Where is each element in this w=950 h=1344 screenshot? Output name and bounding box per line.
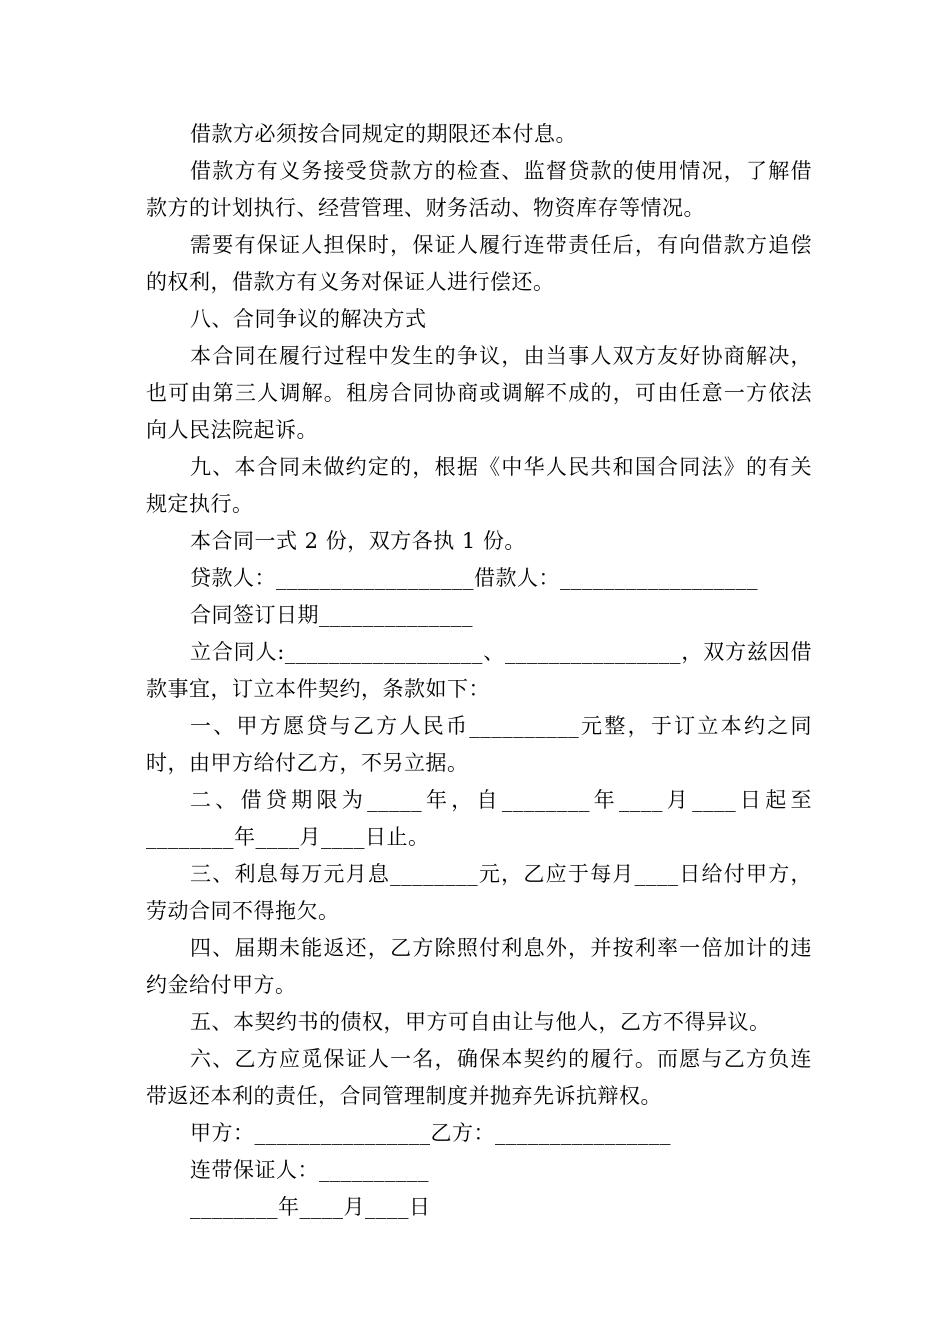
signature-line-signing-date: 合同签订日期______________	[190, 603, 473, 627]
clause-5-assignment: 五、本契约书的债权，甲方可自由让与他人，乙方不得异议。	[190, 1010, 771, 1034]
clause-6-guarantor: 六、乙方应觅保证人一名，确保本契约的履行。而愿与乙方负连带返还本利的责任，合同管理制度并抛弃先诉抗辩权。	[146, 1047, 812, 1108]
paragraph-repayment-obligation: 借款方必须按合同规定的期限还本付息。	[190, 122, 577, 146]
document-body	[146, 116, 812, 1226]
section-heading-dispute-resolution: 八、合同争议的解决方式	[190, 307, 427, 331]
clause-2-loan-term: 二、借贷期限为_____年，自________年____月____日起至________年____月____日止。	[146, 788, 812, 849]
clause-4-default-penalty: 四、届期未能返还，乙方除照付利息外，并按利率一倍加计的违约金给付甲方。	[146, 936, 812, 997]
paragraph-inspection-obligation: 借款方有义务接受贷款方的检查、监督贷款的使用情况，了解借款方的计划执行、经营管理、财务活动、物资库存等情况。	[146, 159, 812, 220]
paragraph-contract-parties: 立合同人:__________________、________________，双方兹因借款事宜，订立本件契约，条款如下：	[146, 640, 812, 701]
paragraph-unspecified-matters: 九、本合同未做约定的，根据《中华人民共和国合同法》的有关规定执行。	[146, 455, 812, 516]
paragraph-dispute-resolution: 本合同在履行过程中发生的争议，由当事人双方友好协商解决，也可由第三人调解。租房合同协商或调解不成的，可由任意一方依法向人民法院起诉。	[146, 344, 812, 442]
clause-1-loan-amount: 一、甲方愿贷与乙方人民币__________元整，于订立本约之同时，由甲方给付乙方，不另立据。	[146, 714, 812, 775]
signature-line-date: ________年____月____日	[190, 1195, 431, 1219]
signature-line-lender-borrower: 贷款人：__________________借款人：__________________	[190, 566, 758, 590]
paragraph-guarantor-recourse: 需要有保证人担保时，保证人履行连带责任后，有向借款方追偿的权利，借款方有义务对保证人进行偿还。	[146, 233, 812, 294]
signature-line-party-a-b: 甲方：________________乙方：________________	[190, 1121, 671, 1145]
signature-line-joint-guarantor: 连带保证人：__________	[190, 1158, 429, 1182]
paragraph-copies: 本合同一式 2 份，双方各执 1 份。	[190, 529, 526, 553]
clause-3-interest: 三、利息每万元月息________元，乙应于每月____日给付甲方，劳动合同不得拖欠。	[146, 862, 812, 923]
